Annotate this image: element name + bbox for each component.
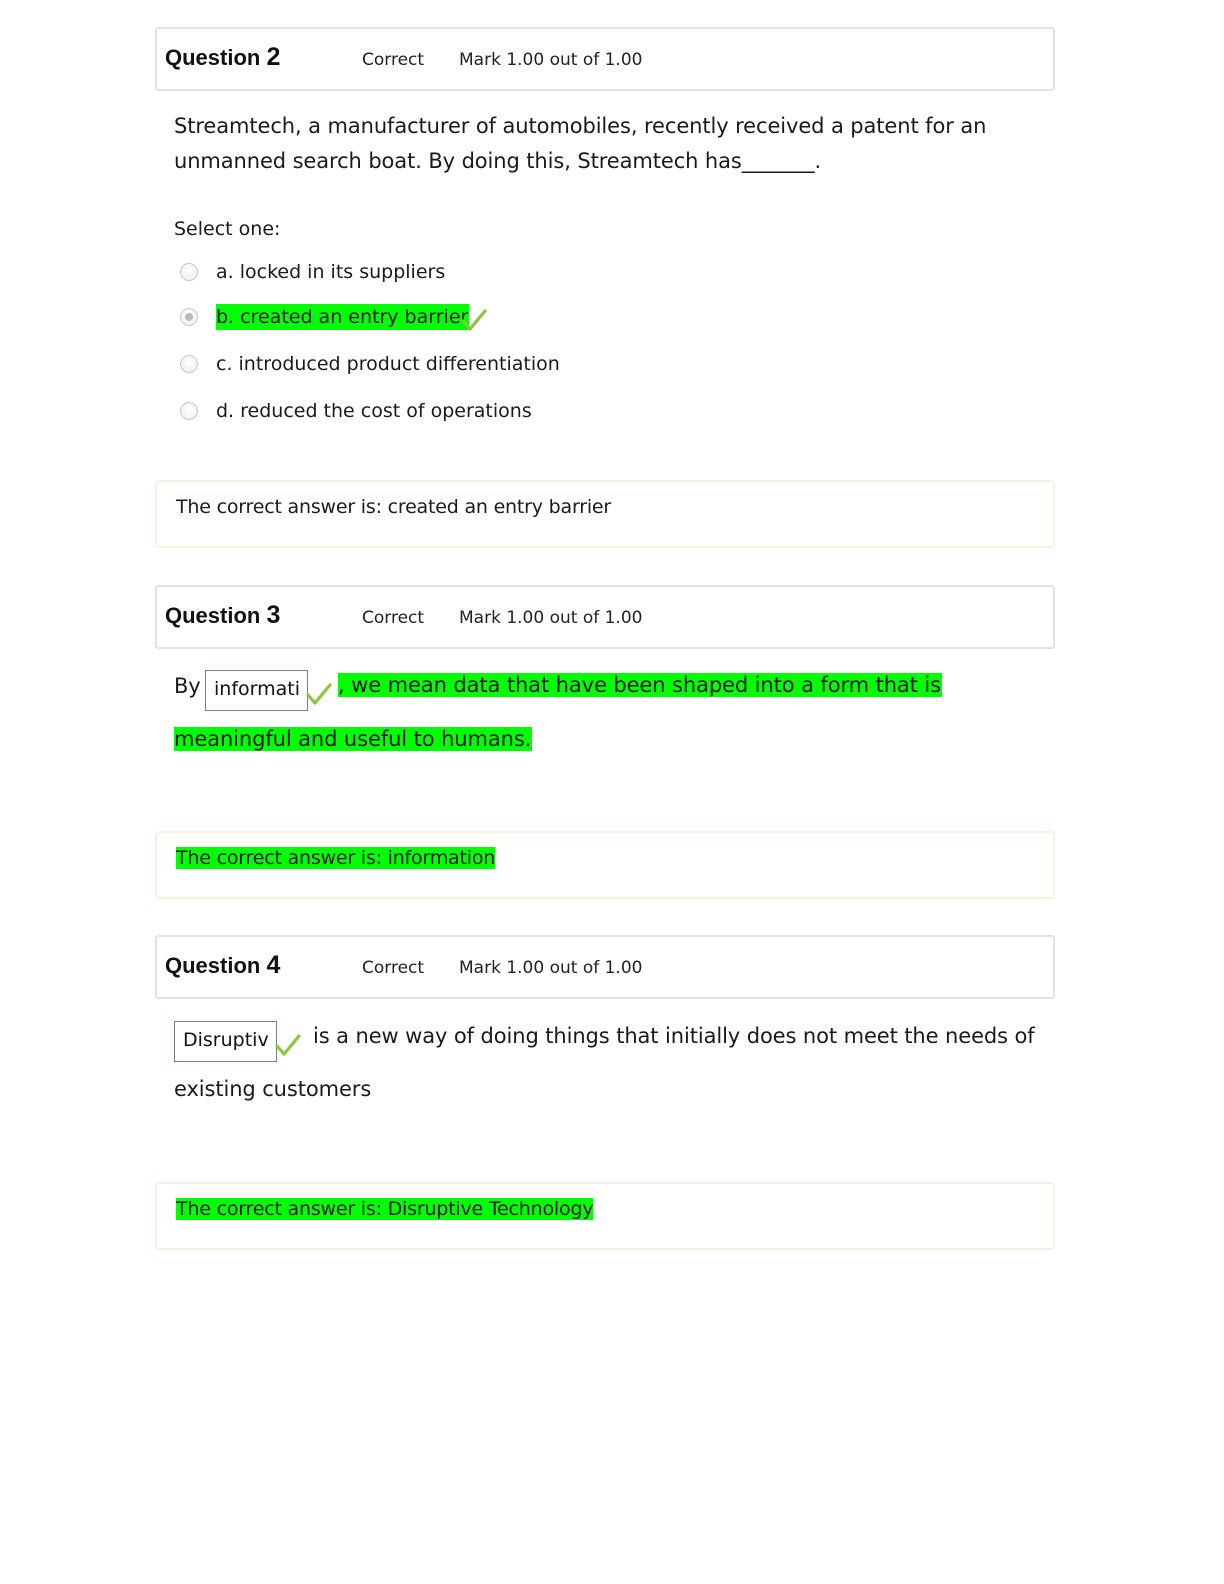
question-3-text-line2: meaningful and useful to humans. xyxy=(174,727,532,751)
question-label: Question xyxy=(165,45,261,70)
question-2-title xyxy=(165,43,280,72)
option-label: a. locked in its suppliers xyxy=(216,261,446,283)
question-state: Correct xyxy=(362,608,425,628)
correct-answer-text: The correct answer is: created an entry barrier xyxy=(176,496,612,518)
question-mark: Mark 1.00 out of 1.00 xyxy=(459,958,643,978)
question-4-title xyxy=(165,951,280,980)
question-label: Question xyxy=(165,603,261,628)
answer-input[interactable]: informati xyxy=(205,670,308,711)
question-mark: Mark 1.00 out of 1.00 xyxy=(459,50,643,70)
question-4-text-line2: existing customers xyxy=(174,1077,372,1101)
correct-answer-text: The correct answer is: information xyxy=(176,847,496,869)
option-d[interactable] xyxy=(180,398,540,428)
question-3-title xyxy=(165,601,280,630)
option-b[interactable] xyxy=(180,304,500,334)
question-number: 4 xyxy=(266,951,281,979)
question-2-header xyxy=(155,27,1055,91)
question-number: 2 xyxy=(266,43,281,71)
option-c[interactable] xyxy=(180,351,560,381)
check-icon xyxy=(461,308,487,332)
option-label: c. introduced product differentiation xyxy=(216,353,560,375)
radio-button[interactable] xyxy=(180,263,198,281)
question-label: Question xyxy=(165,953,261,978)
question-mark: Mark 1.00 out of 1.00 xyxy=(459,608,643,628)
question-2-text-line2: unmanned search boat. By doing this, Streamtech has_______. xyxy=(174,149,822,173)
radio-button-selected[interactable] xyxy=(180,308,198,326)
question-4-header xyxy=(155,935,1055,999)
correct-answer-text: The correct answer is: Disruptive Technology xyxy=(176,1198,594,1220)
check-icon xyxy=(275,1033,301,1057)
question-3-header xyxy=(155,585,1055,649)
question-2-text-line1: Streamtech, a manufacturer of automobiles, recently received a patent for an xyxy=(174,114,987,138)
select-one-prompt: Select one: xyxy=(174,218,281,240)
question-4-feedback xyxy=(155,1182,1055,1250)
question-3-text-before: By xyxy=(174,674,201,698)
option-a[interactable] xyxy=(180,259,480,289)
question-number: 3 xyxy=(266,601,281,629)
option-label: b. created an entry barrier xyxy=(216,306,469,328)
check-icon xyxy=(306,682,332,706)
answer-input[interactable]: Disruptiv xyxy=(174,1021,277,1062)
question-state: Correct xyxy=(362,50,425,70)
question-2-feedback xyxy=(155,480,1055,548)
question-3-feedback xyxy=(155,831,1055,899)
option-label: d. reduced the cost of operations xyxy=(216,400,532,422)
question-4-text-after: is a new way of doing things that initially does not meet the needs of xyxy=(313,1024,1035,1048)
question-state: Correct xyxy=(362,958,425,978)
question-3-text-after: , we mean data that have been shaped into a form that is xyxy=(338,673,941,697)
radio-button[interactable] xyxy=(180,402,198,420)
radio-button[interactable] xyxy=(180,355,198,373)
